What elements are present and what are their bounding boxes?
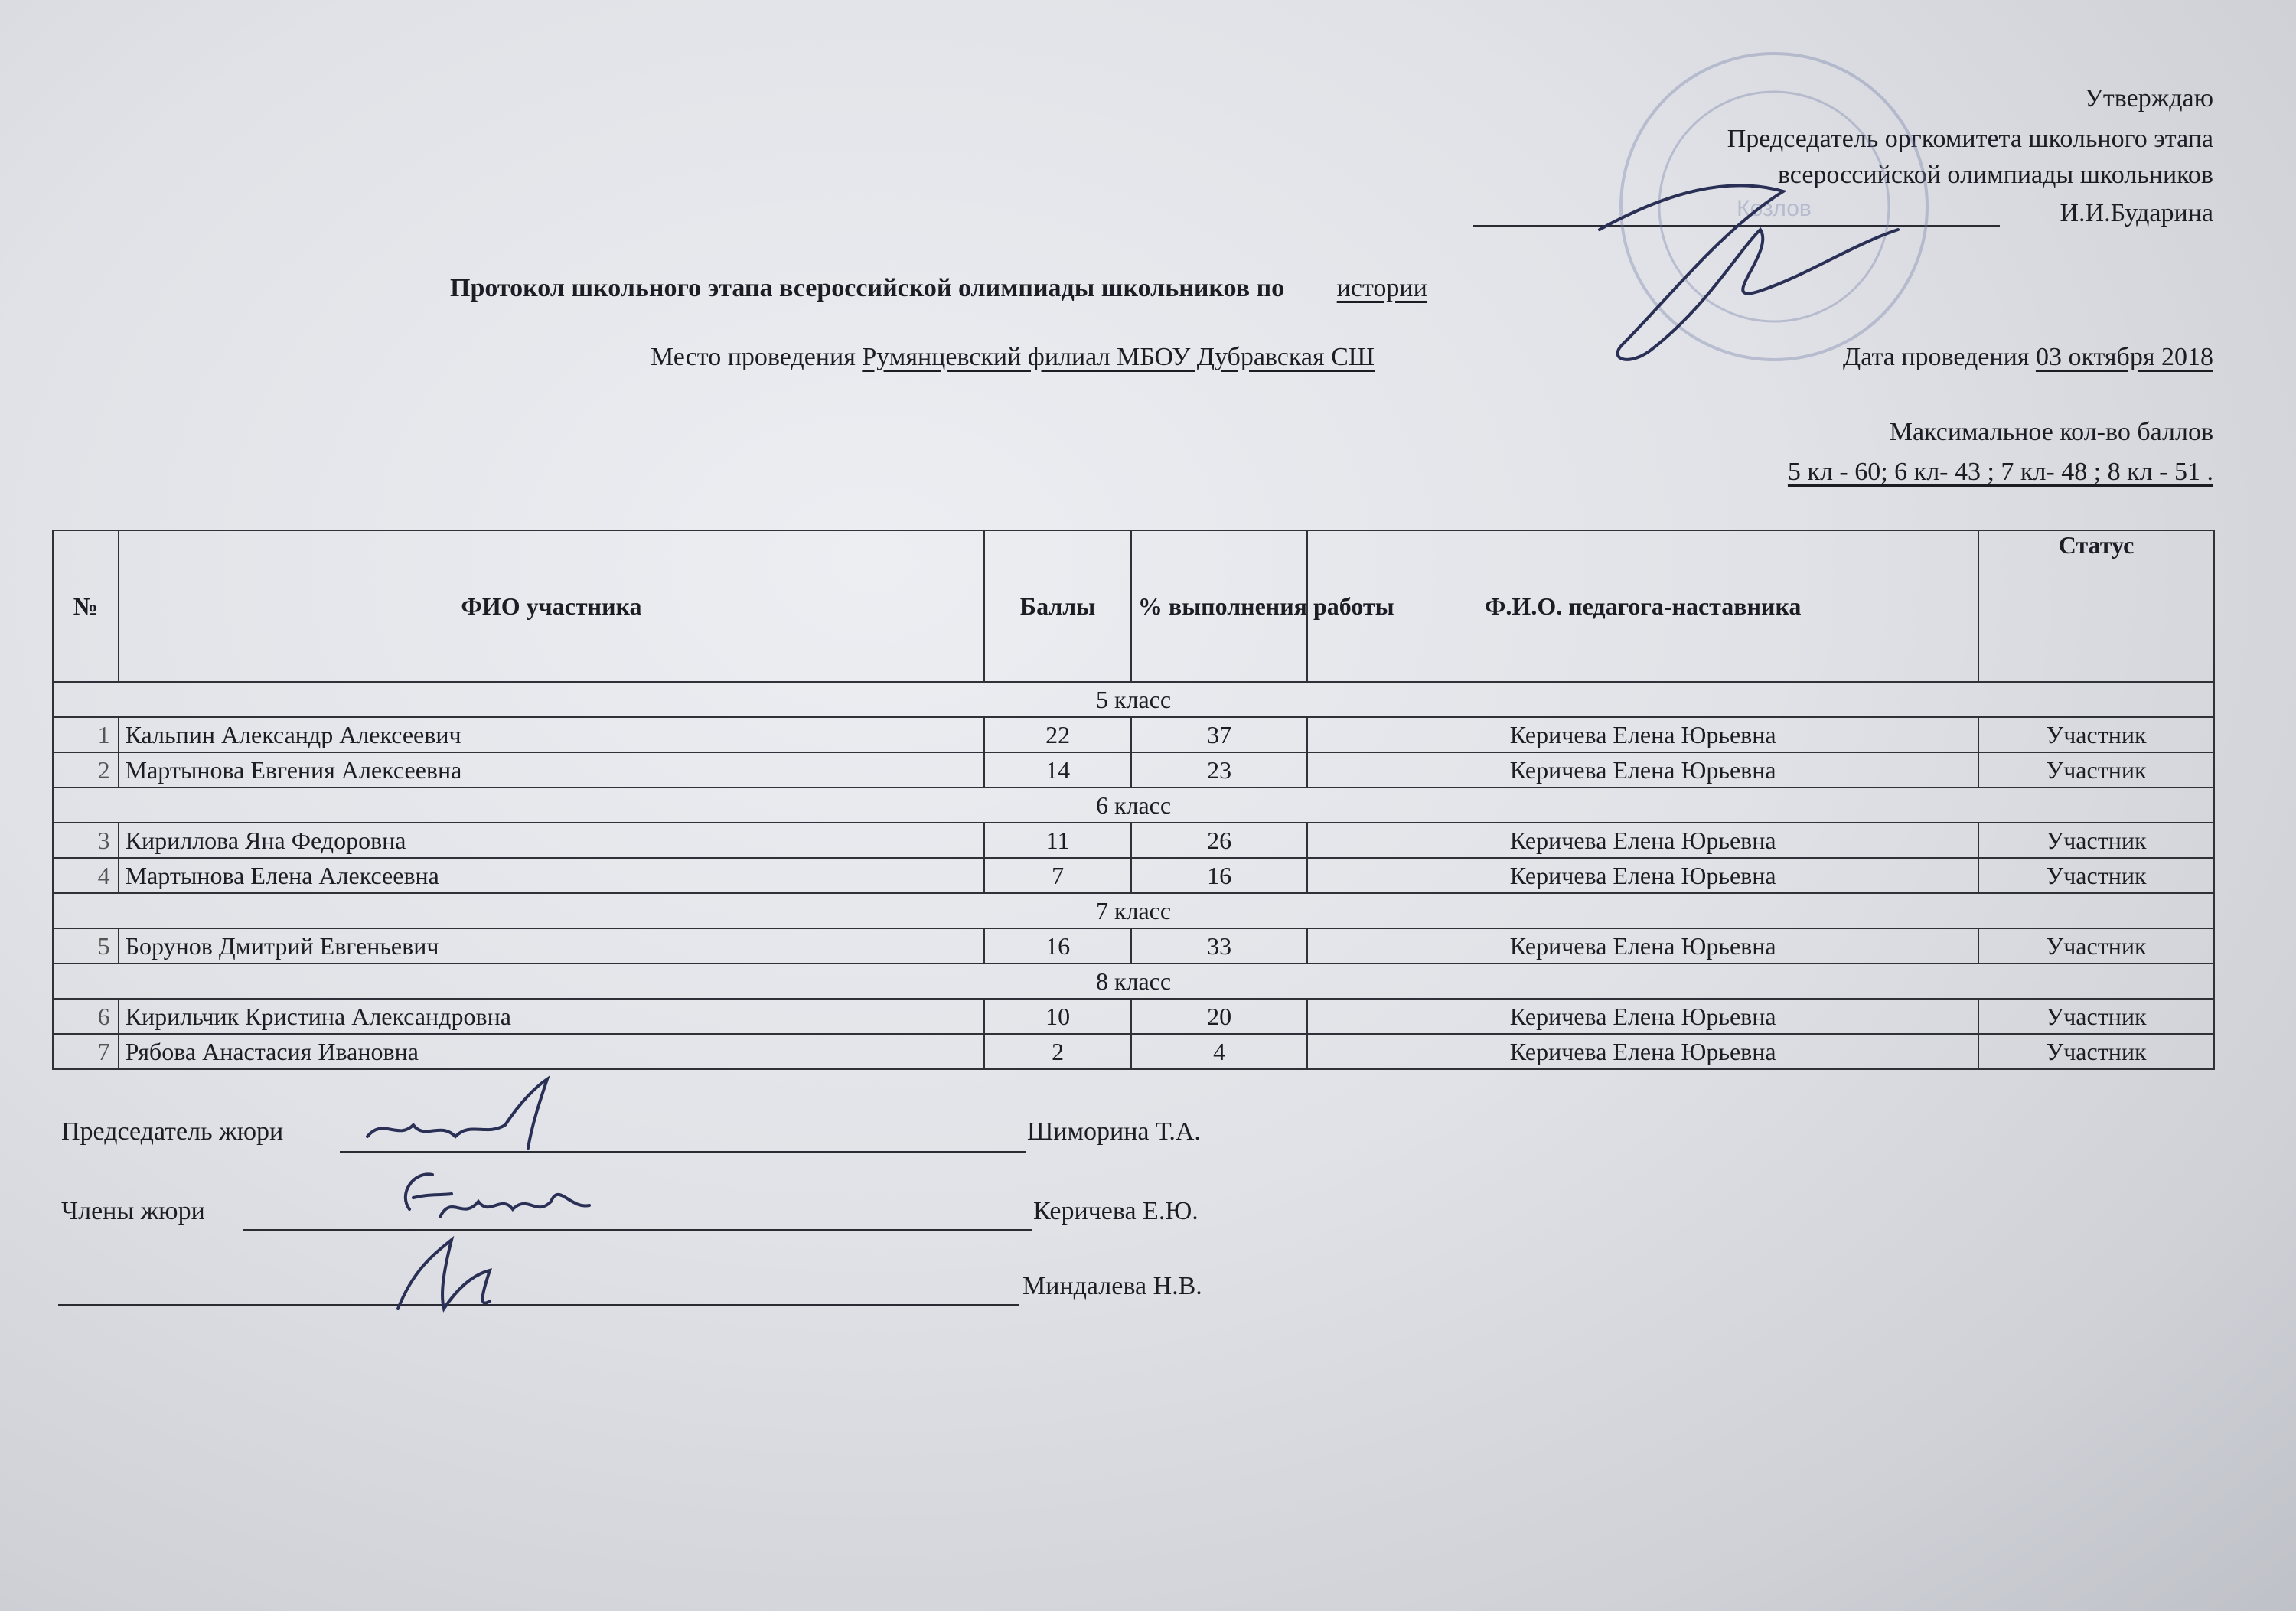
grade-label: 7 класс [53,893,2214,928]
row-num: 3 [53,823,119,858]
jury-chair-label: Председатель жюри [61,1117,284,1146]
stamp-text: Козлов [1737,196,1812,221]
protocol-title-text: Протокол школьного этапа всероссийской олимпиады школьников по [450,274,1285,302]
row-score: 14 [984,752,1131,788]
header-percent: % выполнения работы [1131,530,1307,682]
row-teacher: Керичева Елена Юрьевна [1307,717,1978,752]
date-value: 03 октября 2018 [2035,343,2213,371]
member1-signature [406,1174,589,1217]
row-percent: 23 [1131,752,1307,788]
row-score: 7 [984,858,1131,893]
row-score: 16 [984,928,1131,964]
row-percent: 16 [1131,858,1307,893]
row-score: 22 [984,717,1131,752]
row-name: Кириллова Яна Федоровна [119,823,985,858]
row-percent: 33 [1131,928,1307,964]
approval-line-3: всероссийской олимпиады школьников [1777,161,2213,189]
grade-label: 6 класс [53,788,2214,823]
row-status: Участник [1978,823,2214,858]
row-percent: 37 [1131,717,1307,752]
stamp-seal [1621,54,1927,360]
protocol-subject: истории [1336,274,1427,302]
approval-line-2: Председатель оргкомитета школьного этапа [1727,125,2213,153]
approval-name: И.И.Бударина [2060,199,2213,227]
row-name: Кальпин Александр Алексеевич [119,717,985,752]
row-teacher: Керичева Елена Юрьевна [1307,823,1978,858]
row-teacher: Керичева Елена Юрьевна [1307,1034,1978,1069]
jury-member1-name: Керичева Е.Ю. [1033,1197,1199,1225]
row-teacher: Керичева Елена Юрьевна [1307,858,1978,893]
header-num: № [53,530,119,682]
row-num: 1 [53,717,119,752]
row-percent: 20 [1131,999,1307,1034]
row-score: 10 [984,999,1131,1034]
row-num: 4 [53,858,119,893]
approval-line-1: Утверждаю [2084,84,2213,113]
date-label: Дата проведения [1843,343,2030,371]
row-status: Участник [1978,717,2214,752]
row-name: Рябова Анастасия Ивановна [119,1034,985,1069]
row-status: Участник [1978,752,2214,788]
header-status: Статус [1978,530,2214,682]
header-score: Баллы [984,530,1131,682]
row-num: 6 [53,999,119,1034]
grade-label: 8 класс [53,964,2214,999]
header-teacher: Ф.И.О. педагога-наставника [1307,530,1978,682]
row-num: 2 [53,752,119,788]
grade-label: 5 класс [53,682,2214,717]
venue-label: Место проведения [651,343,856,371]
member2-signature [398,1240,490,1309]
row-percent: 26 [1131,823,1307,858]
row-percent: 4 [1131,1034,1307,1069]
jury-member2-name: Миндалева Н.В. [1022,1272,1202,1300]
row-status: Участник [1978,928,2214,964]
venue-value: Румянцевский филиал МБОУ Дубравская СШ [862,343,1375,371]
jury-members-label: Члены жюри [61,1197,205,1225]
row-status: Участник [1978,858,2214,893]
row-score: 2 [984,1034,1131,1069]
jury-chair-name: Шиморина Т.А. [1027,1117,1201,1146]
max-points-label: Максимальное кол-во баллов [1889,418,2213,446]
row-num: 5 [53,928,119,964]
row-teacher: Керичева Елена Юрьевна [1307,928,1978,964]
header-fio: ФИО участника [119,530,985,682]
max-points-value: 5 кл - 60; 6 кл- 43 ; 7 кл- 48 ; 8 кл - 51 . [1787,458,2213,486]
row-teacher: Керичева Елена Юрьевна [1307,999,1978,1034]
row-status: Участник [1978,999,2214,1034]
row-name: Кирильчик Кристина Александровна [119,999,985,1034]
row-score: 11 [984,823,1131,858]
row-name: Мартынова Евгения Алексеевна [119,752,985,788]
row-name: Борунов Дмитрий Евгеньевич [119,928,985,964]
row-status: Участник [1978,1034,2214,1069]
row-teacher: Керичева Елена Юрьевна [1307,752,1978,788]
row-num: 7 [53,1034,119,1069]
chair-signature [367,1079,547,1148]
row-name: Мартынова Елена Алексеевна [119,858,985,893]
